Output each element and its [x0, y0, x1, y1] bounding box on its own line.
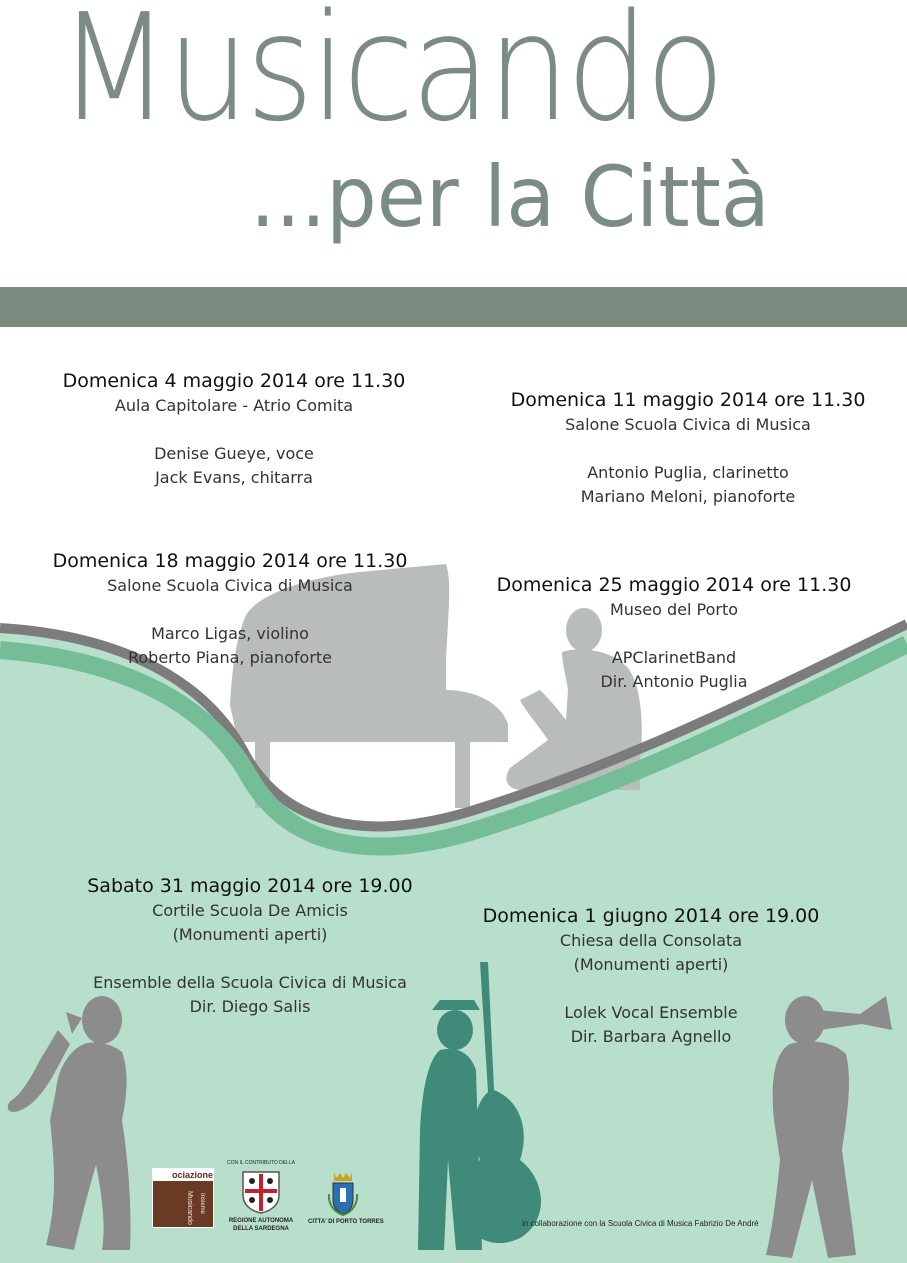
event-performer: Roberto Piana, pianoforte	[127, 648, 333, 667]
event-performer: Denise Gueye, voce	[154, 444, 314, 463]
event-6	[451, 903, 851, 1049]
title-subtitle: ...per la Città	[250, 148, 770, 246]
event-performer: Lolek Vocal Ensemble	[564, 1003, 738, 1022]
event-place: Cortile Scuola De Amicis	[152, 901, 348, 920]
event-2	[488, 387, 888, 509]
event-date: Sabato 31 maggio 2014 ore 19.00	[87, 875, 413, 897]
event-performer: Dir. Diego Salis	[189, 997, 311, 1016]
associazione-logo-text: Musicando	[186, 1191, 193, 1225]
event-performer: Dir. Barbara Agnello	[570, 1027, 732, 1046]
event-1	[34, 368, 434, 490]
event-date: Domenica 11 maggio 2014 ore 11.30	[510, 389, 866, 411]
associazione-logo-subtext: Insieme	[199, 1193, 205, 1215]
regione-crest-icon	[239, 1169, 283, 1215]
event-4	[474, 572, 874, 694]
event-place: Chiesa della Consolata	[559, 931, 743, 950]
regione-logo	[224, 1160, 298, 1233]
event-performer: Dir. Antonio Puglia	[600, 672, 748, 691]
event-place-note: (Monumenti aperti)	[573, 955, 729, 974]
associazione-logo	[152, 1168, 214, 1228]
event-place: Aula Capitolare - Atrio Comita	[114, 396, 354, 415]
divider-band	[0, 287, 907, 327]
event-date: Domenica 4 maggio 2014 ore 11.30	[62, 370, 406, 392]
event-performer: Ensemble della Scuola Civica di Musica	[93, 973, 407, 992]
porto-torres-name: CITTA' DI PORTO TORRES	[308, 1219, 384, 1225]
collaboration-note: in collaborazione con la Scuola Civica di Musica Fabrizio De André	[522, 1219, 759, 1228]
event-date: Domenica 25 maggio 2014 ore 11.30	[496, 574, 852, 596]
event-performer: Mariano Meloni, pianoforte	[580, 487, 796, 506]
regione-name-line1: REGIONE AUTONOMA	[228, 1218, 294, 1224]
regione-caption: CON IL CONTRIBUTO DELLA	[226, 1160, 296, 1166]
event-place: Museo del Porto	[609, 600, 739, 619]
event-3	[30, 548, 430, 670]
event-performer: APClarinetBand	[611, 648, 737, 667]
porto-torres-crest-icon	[326, 1170, 360, 1216]
event-performer: Jack Evans, chitarra	[155, 468, 313, 487]
title-main: Musicando	[58, 0, 722, 154]
event-performer: Marco Ligas, violino	[151, 624, 309, 643]
event-place: Salone Scuola Civica di Musica	[107, 576, 353, 595]
event-place-note: (Monumenti aperti)	[172, 925, 328, 944]
event-place: Salone Scuola Civica di Musica	[565, 415, 811, 434]
event-performer: Antonio Puglia, clarinetto	[587, 463, 789, 482]
event-date: Domenica 18 maggio 2014 ore 11.30	[52, 550, 408, 572]
associazione-logo-name: ociazione	[153, 1169, 213, 1181]
event-5	[50, 873, 450, 1019]
regione-name-line2: DELLA SARDEGNA	[233, 1226, 289, 1232]
event-date: Domenica 1 giugno 2014 ore 19.00	[482, 905, 820, 927]
porto-torres-logo	[308, 1170, 384, 1226]
